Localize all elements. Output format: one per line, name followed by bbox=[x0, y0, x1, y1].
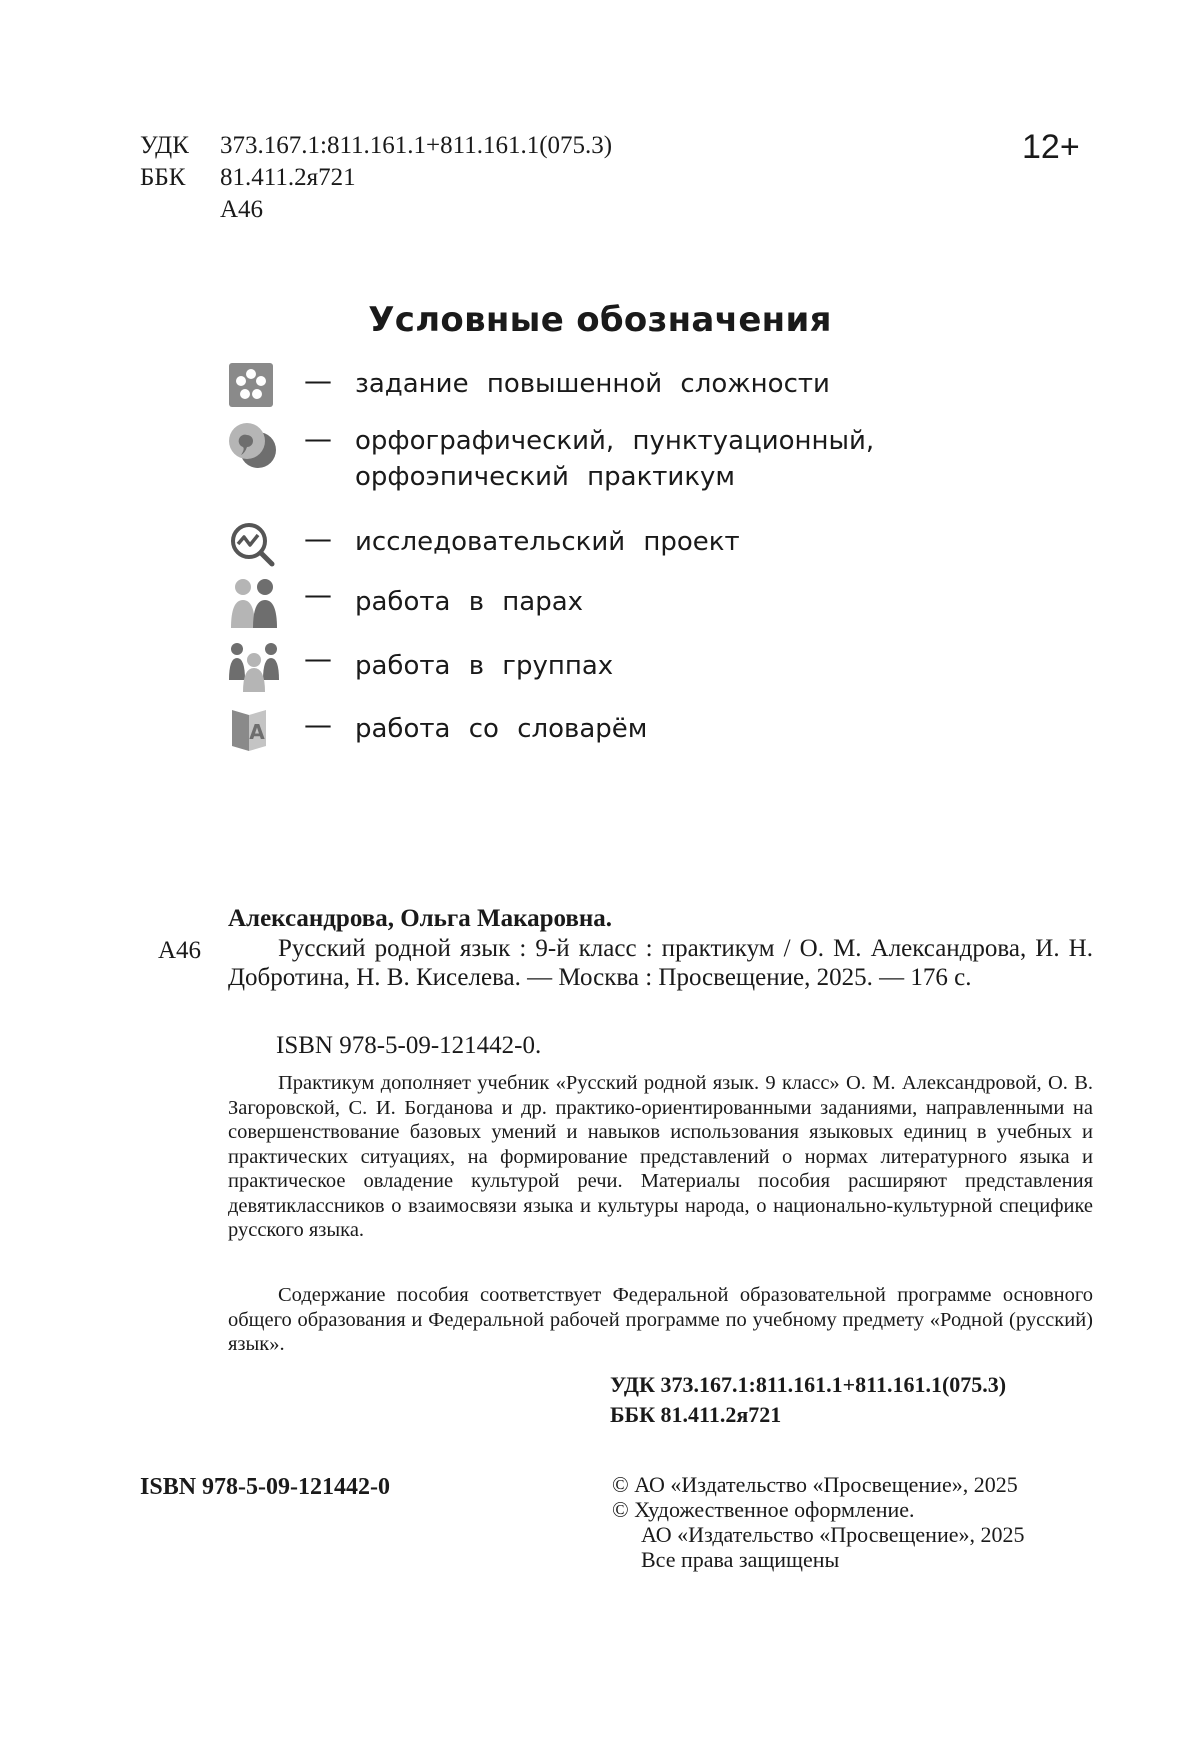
legend-text-line1: орфографический, пунктуационный, bbox=[355, 426, 875, 456]
age-rating: 12+ bbox=[1022, 128, 1080, 166]
legend-text-line2: орфоэпический практикум bbox=[355, 462, 736, 492]
udk-row bbox=[140, 130, 612, 162]
catalog-description: Русский родной язык : 9-й класс : практикум / О. М. Александрова, И. Н. Добротина, Н. В. Киселева. — Москва : Просвещение, 2025. — 176 с. bbox=[228, 935, 1093, 991]
legend-dash: — bbox=[304, 364, 332, 397]
copyright-line: АО «Издательство «Просвещение», 2025 bbox=[641, 1522, 1025, 1547]
practicum-icon bbox=[228, 420, 278, 470]
catalog-annotation-2: Содержание пособия соответствует Федеральной образовательной программе основного общего образования и Федеральной рабочей программе по учебному предмету «Родной (русский) язык». bbox=[228, 1284, 1093, 1355]
legend-text: исследовательский проект bbox=[355, 527, 740, 557]
legend-dash: — bbox=[304, 642, 332, 675]
legend-text: работа в группах bbox=[355, 651, 614, 681]
udk-label: УДК bbox=[140, 132, 189, 159]
legend-text: работа в парах bbox=[355, 587, 584, 617]
legend-text: работа со словарём bbox=[355, 714, 648, 744]
bbk-row bbox=[140, 162, 356, 194]
rights-line: Все права защищены bbox=[641, 1547, 840, 1572]
catalog-bbk: ББК 81.411.2я721 bbox=[610, 1402, 782, 1427]
footer-isbn: ISBN 978-5-09-121442-0 bbox=[140, 1474, 390, 1500]
difficult-task-icon bbox=[228, 362, 278, 412]
pair-work-icon bbox=[228, 576, 278, 626]
group-work-icon bbox=[228, 640, 278, 690]
catalog-code: А46 bbox=[158, 937, 202, 964]
legend-dash: — bbox=[304, 522, 332, 555]
legend-text: задание повышенной сложности bbox=[355, 369, 830, 399]
catalog-udk: УДК 373.167.1:811.161.1+811.161.1(075.3) bbox=[610, 1372, 1007, 1397]
bbk-label: ББК bbox=[140, 164, 186, 191]
dictionary-icon bbox=[228, 706, 278, 756]
catalog-isbn: ISBN 978-5-09-121442-0. bbox=[276, 1032, 542, 1059]
research-project-icon bbox=[228, 520, 278, 570]
copyright-line: © АО «Издательство «Просвещение», 2025 bbox=[612, 1472, 1018, 1497]
legend-title: Условные обозначения bbox=[368, 300, 832, 340]
legend-dash: — bbox=[304, 708, 332, 741]
catalog-codes bbox=[610, 1370, 1006, 1430]
legend-dash: — bbox=[304, 422, 332, 455]
copyright-line: © Художественное оформление. bbox=[612, 1497, 915, 1522]
copyright-block bbox=[612, 1472, 1025, 1572]
udk-value: 373.167.1:811.161.1+811.161.1(075.3) bbox=[220, 132, 613, 159]
author-mark: А46 bbox=[220, 196, 264, 223]
catalog-author: Александрова, Ольга Макаровна. bbox=[228, 905, 613, 932]
bbk-value: 81.411.2я721 bbox=[220, 164, 356, 191]
legend-dash: — bbox=[304, 578, 332, 611]
svg-text:A: A bbox=[249, 720, 265, 744]
catalog-annotation: Практикум дополняет учебник «Русский родной язык. 9 класс» О. М. Александровой, О. В. Загоровской, С. И. Богданова и др. практико-ориентированными заданиями, направленными на совершенствование базовых умений и навыков использования языковых единиц в учебных и практических ситуациях, на формирование представлений о нормах литературного языка и практическое овладение культурой речи. Материалы пособия расширяют представления девятиклассников о взаимосвязи языка и культуры народа, о национально-культурной специфике русского языка. bbox=[228, 1072, 1093, 1241]
